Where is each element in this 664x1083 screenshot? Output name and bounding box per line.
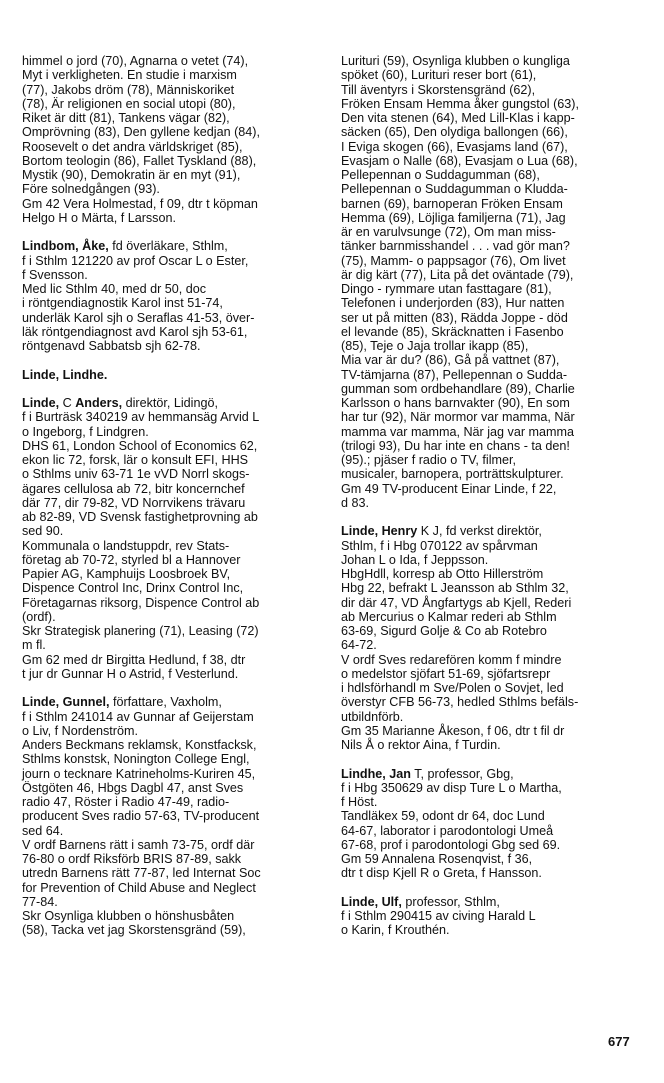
line-text: barnen (69), barnoperan Fröken Ensam [341, 196, 563, 211]
line-text: Mystik (90), Demokratin är en myt (91), [22, 168, 241, 182]
line-text: Kommunala o landstuppdr, rev Stats- [22, 538, 230, 553]
text-line [22, 695, 318, 709]
line-text: 64-67, laborator i parodontologi Umeå [341, 823, 554, 838]
line-text: Skr Osynliga klubben o hönshusbåten [22, 909, 235, 923]
line-text: utredn Barnens rätt 77-87, led Internat Soc [22, 866, 261, 881]
line-text: el levande (85), Skräcknatten i Fasenbo [341, 324, 564, 339]
text-line [341, 767, 641, 781]
line-text: har tur (92), När mormor var mamma, När [341, 410, 575, 425]
text-line [22, 496, 318, 510]
line-text: ser ut på mitten (83), Rädda Joppe - död [341, 310, 568, 325]
line-text: K J, fd verkst direktör, [417, 524, 542, 539]
entry-linde-ulf [341, 895, 641, 938]
text-line [341, 396, 641, 410]
line-text: Gm 35 Marianne Åkeson, f 06, dtr t fil dr [341, 723, 565, 738]
text-line [341, 482, 641, 496]
entry-spacer [341, 510, 641, 524]
text-line [22, 539, 318, 553]
line-text: underläk Karol sjh o Seraflas 41-53, över- [22, 310, 255, 325]
headword: Linde, [22, 396, 60, 410]
line-text: sed 64. [22, 823, 64, 838]
line-text: m fl. [22, 638, 46, 653]
headword: Lindbom, Åke, [22, 239, 109, 254]
text-line [22, 410, 318, 424]
line-text: dtr t disp Kjell R o Greta, f Hansson. [341, 866, 542, 881]
text-line [341, 866, 641, 880]
text-line [22, 852, 318, 866]
headword-given-name: Anders, [75, 396, 123, 410]
line-text: sed 90. [22, 524, 64, 539]
line-text: o Liv, f Nordenström. [22, 723, 138, 738]
text-line [22, 767, 318, 781]
text-line [341, 710, 641, 724]
line-text: Sthlms konstsk, Nonington College Engl, [22, 752, 250, 767]
text-line [341, 496, 641, 510]
entry-lindhe-jan [341, 767, 641, 881]
text-line [341, 781, 641, 795]
left-column [22, 54, 318, 938]
line-text: t jur dr Gunnar H o Astrid, f Vesterlund. [22, 666, 239, 681]
line-text: Pellepennan o Suddagumman (68), [341, 168, 540, 182]
line-text: o Karin, f Krouthén. [341, 923, 450, 938]
line-text: Helgo H o Märta, f Larsson. [22, 210, 176, 225]
text-line [341, 524, 641, 538]
text-line [341, 567, 641, 581]
text-line [341, 282, 641, 296]
text-line [341, 439, 641, 453]
line-text: professor, Sthlm, [401, 894, 500, 909]
text-line [22, 168, 318, 182]
text-line [22, 838, 318, 852]
text-line [341, 125, 641, 139]
line-text: I Eviga skogen (66), Evasjams land (67), [341, 139, 568, 154]
line-text: Evasjam o Nalle (68), Evasjam o Lua (68), [341, 153, 578, 168]
line-text: Bortom teologin (86), Fallet Tyskland (88), [22, 153, 257, 168]
line-text: Johan L o Ida, f Jeppsson. [341, 552, 489, 567]
text-line [22, 752, 318, 766]
entry-spacer [341, 752, 641, 766]
line-text: tänker barnmisshandel . . . vad gör man? [341, 239, 570, 254]
entry-linde-lindhe-heading [22, 368, 318, 382]
line-text: ab 82-89, VD Svensk fastighetprovning ab [22, 510, 258, 524]
line-text: f i Sthlm 121220 av prof Oscar L o Ester, [22, 253, 249, 268]
text-line [341, 581, 641, 595]
headword: Linde, Henry [341, 524, 418, 539]
line-text: f Höst. [341, 795, 378, 809]
line-text: radio 47, Röster i Radio 47-49, radio- [22, 795, 230, 809]
line-text: Mia var är du? (86), Gå på vattnet (87), [341, 353, 560, 368]
text-line [22, 125, 318, 139]
text-line [341, 795, 641, 809]
line-text: f i Hbg 350629 av disp Ture L o Martha, [341, 780, 562, 795]
line-text: läk röntgendiagnost avd Karol sjh 53-61, [22, 324, 248, 339]
headword: Linde, Gunnel, [22, 695, 110, 710]
line-text: gumman som ordbehandlare (89), Charlie [341, 381, 575, 396]
text-line [341, 325, 641, 339]
line-text: ägares cellulosa ab 72, bitr koncernchef [22, 481, 245, 496]
text-line [341, 225, 641, 239]
line-text: HbgHdll, korresp ab Otto Hillerström [341, 567, 544, 581]
text-line [341, 695, 641, 709]
text-line [22, 553, 318, 567]
text-line [341, 909, 641, 923]
text-line [22, 809, 318, 823]
line-text: i hdlsförhandl m Sve/Polen o Sovjet, led [341, 681, 564, 695]
text-line [22, 667, 318, 681]
line-text: 63-69, Sigurd Golje & Co ab Rotebro [341, 624, 547, 638]
text-line [22, 396, 318, 410]
line-text: mamma var mamma, När jag var mamma [341, 424, 575, 439]
line-text: o Sthlms univ 63-71 1e vVD Norrl skogs- [22, 467, 250, 482]
text-line [22, 311, 318, 325]
line-text: Papier AG, Kamphuijs Loosbroek BV, [22, 567, 231, 581]
line-text: musicaler, barnopera, porträttskulpturer. [341, 467, 564, 482]
text-line [341, 852, 641, 866]
line-text: Till äventyrs i Skorstensgränd (62), [341, 82, 536, 97]
line-text: Hemma (69), Löjliga familjerna (71), Jag [341, 210, 566, 225]
text-line [22, 197, 318, 211]
line-text: säcken (65), Den olydiga ballongen (66), [341, 125, 568, 140]
line-text: f i Sthlm 290415 av civing Harald L [341, 909, 536, 923]
line-text: Tandläkex 59, odont dr 64, doc Lund [341, 809, 545, 824]
text-line [341, 296, 641, 310]
text-line [22, 425, 318, 439]
text-line [22, 111, 318, 125]
text-line [22, 467, 318, 481]
text-line [341, 895, 641, 909]
line-text: TV-tämjarna (87), Pellepennan o Sudda- [341, 367, 568, 382]
text-line [22, 97, 318, 111]
line-text: Anders Beckmans reklamsk, Konstfacksk, [22, 738, 257, 752]
text-line [22, 795, 318, 809]
text-line [22, 282, 318, 296]
text-line [22, 781, 318, 795]
text-line [22, 325, 318, 339]
line-text: Skr Strategisk planering (71), Leasing (72) [22, 624, 259, 638]
line-text: överstyr CFB 56-73, hedled Sthlms befäls- [341, 695, 579, 710]
text-line [22, 710, 318, 724]
entry-spacer [341, 881, 641, 895]
text-line [22, 211, 318, 225]
line-text: företag ab 70-72, styrled bl a Hannover [22, 552, 241, 567]
line-text: i röntgendiagnostik Karol inst 51-74, [22, 296, 223, 311]
text-line [341, 368, 641, 382]
headword: Linde, Ulf, [341, 894, 402, 909]
text-line [341, 453, 641, 467]
text-line [341, 268, 641, 282]
line-text: Karlsson o hans barnvakter (90), En som [341, 396, 570, 410]
line-text: Gm 42 Vera Holmestad, f 09, dtr t köpman [22, 196, 258, 211]
entry-linde-henry [341, 524, 641, 752]
text-line [341, 624, 641, 638]
line-text: ekon lic 72, forsk, lär o konsult EFI, HHS [22, 453, 249, 467]
text-line [22, 581, 318, 595]
line-text: o medelstor sjöfart 51-69, sjöfartsrepr [341, 666, 551, 681]
right-column [341, 54, 641, 938]
text-line [341, 681, 641, 695]
line-text: Sthlm, f i Hbg 070122 av spårvman [341, 538, 538, 553]
line-text: Pellepennan o Suddagumman o Kludda- [341, 182, 568, 197]
line-text: producent Sves radio 57-63, TV-producent [22, 809, 260, 824]
text-line [341, 111, 641, 125]
text-line [341, 610, 641, 624]
text-line [22, 653, 318, 667]
line-text: ab Mercurius o Kalmar rederi ab Sthlm [341, 609, 557, 624]
text-line [22, 182, 318, 196]
line-text: f i Sthlm 241014 av Gunnar af Geijerstam [22, 709, 254, 724]
line-text: f Svensson. [22, 267, 88, 282]
entry-continued [22, 54, 318, 225]
line-text: DHS 61, London School of Economics 62, [22, 438, 258, 453]
text-line [22, 68, 318, 82]
text-line [22, 254, 318, 268]
line-text: Gm 59 Annalena Rosenqvist, f 36, [341, 852, 533, 866]
text-line [22, 567, 318, 581]
text-line [341, 539, 641, 553]
text-line [341, 311, 641, 325]
text-line [22, 738, 318, 752]
text-line [22, 866, 318, 880]
text-line [22, 510, 318, 524]
line-text: (58), Tacka vet jag Skorstensgränd (59), [22, 923, 246, 938]
line-text: Riket är ditt (81), Tankens vägar (82), [22, 111, 230, 125]
headword: Lindhe, Jan [341, 766, 411, 781]
line-text: journ o tecknare Katrineholms-Kuriren 45, [22, 766, 256, 781]
text-line [341, 239, 641, 253]
line-text: Med lic Sthlm 40, med dr 50, doc [22, 282, 207, 296]
text-line [341, 339, 641, 353]
line-text: (77), Jakobs dröm (78), Människoriket [22, 82, 235, 97]
line-text: dir där 47, VD Ångfartygs ab Kjell, Rederi [341, 595, 572, 610]
text-line [22, 610, 318, 624]
entry-spacer [22, 681, 318, 695]
page-number: 677 [608, 1034, 630, 1049]
text-line [341, 168, 641, 182]
entry-lindbom-ake [22, 239, 318, 353]
text-line [341, 254, 641, 268]
line-text: Dispence Control Inc, Drinx Control Inc, [22, 581, 244, 596]
line-text: (ordf). [22, 609, 56, 624]
text-line [22, 339, 318, 353]
text-line [22, 296, 318, 310]
text-line [341, 667, 641, 681]
line-text: Myt i verkligheten. En studie i marxism [22, 68, 237, 83]
line-text: Omprövning (83), Den gyllene kedjan (84), [22, 125, 261, 140]
line-text: 64-72. [341, 638, 377, 653]
text-line [341, 154, 641, 168]
line-text: Före solnedgången (93). [22, 182, 160, 197]
line-text: Gm 62 med dr Birgitta Hedlund, f 38, dtr [22, 652, 246, 667]
line-text: Hbg 22, befrakt L Jeansson ab Sthlm 32, [341, 581, 569, 596]
text-line [22, 140, 318, 154]
line-text: Telefonen i underjorden (83), Hur natten [341, 296, 565, 311]
text-line [341, 596, 641, 610]
line-text: for Prevention of Child Abuse and Neglect [22, 880, 256, 895]
line-text: Fröken Ensam Hemma åker gungstol (63), [341, 96, 579, 111]
text-line [22, 881, 318, 895]
text-line [22, 638, 318, 652]
line-text: 77-84. [22, 894, 58, 909]
entry-linde-anders [22, 396, 318, 681]
line-text: fd överläkare, Sthlm, [108, 239, 228, 254]
line-text: (75), Mamm- o pappsagor (76), Om livet [341, 253, 566, 268]
text-line [341, 140, 641, 154]
text-line [22, 524, 318, 538]
line-text: Dingo - rymmare utan fasttagare (81), [341, 282, 552, 296]
entry-linde-gunnel-continued [341, 54, 641, 510]
line-text: författare, Vaxholm, [109, 695, 222, 710]
text-line [341, 211, 641, 225]
text-line [22, 624, 318, 638]
text-line [341, 54, 641, 68]
text-line [22, 824, 318, 838]
text-line [22, 154, 318, 168]
line-text: Företagarnas riksorg, Dispence Control ab [22, 595, 260, 610]
text-line [22, 482, 318, 496]
text-line [22, 268, 318, 282]
text-line [341, 838, 641, 852]
line-text: (85), Teje o Jaja trollar ikapp (85), [341, 339, 529, 353]
line-text: (78), Är religionen en social utopi (80), [22, 96, 236, 111]
text-line [341, 638, 641, 652]
entry-spacer [22, 225, 318, 239]
text-line [341, 738, 641, 752]
text-line [22, 83, 318, 97]
text-line [22, 895, 318, 909]
line-text: T, professor, Gbg, [410, 766, 514, 781]
line-text: spöket (60), Lurituri reser bort (61), [341, 68, 537, 83]
text-line [341, 68, 641, 82]
text-line [341, 97, 641, 111]
line-text: Nils Å o rektor Aina, f Turdin. [341, 738, 501, 752]
line-text: himmel o jord (70), Agnarna o vetet (74), [22, 54, 249, 68]
line-text: Östgöten 46, Hbgs Dagbl 47, anst Sves [22, 780, 244, 795]
text-line [341, 182, 641, 196]
text-line [22, 239, 318, 253]
line-text: 76-80 o ordf Riksförb BRIS 87-89, sakk [22, 852, 242, 866]
line-text: o Ingeborg, f Lindgren. [22, 424, 149, 439]
text-line [22, 909, 318, 923]
text-line [341, 824, 641, 838]
line-text: V ordf Sves redarefören komm f mindre [341, 652, 562, 667]
text-line [22, 923, 318, 937]
line-text: 67-68, prof i parodontologi Gbg sed 69. [341, 837, 561, 852]
text-line [22, 368, 318, 382]
text-line [22, 596, 318, 610]
line-text: Den vita stenen (64), Med Lill-Klas i kapp- [341, 111, 575, 125]
line-text: där 77, dir 79-82, VD Norrvikens trävaru [22, 495, 246, 510]
text-line [341, 553, 641, 567]
entry-spacer [22, 382, 318, 396]
text-line [341, 653, 641, 667]
text-line [341, 724, 641, 738]
line-text: (95).; pjäser f radio o TV, filmer, [341, 453, 516, 467]
line-text: Gm 49 TV-producent Einar Linde, f 22, [341, 481, 557, 496]
line-text: Lurituri (59), Osynliga klubben o kungliga [341, 54, 570, 68]
text-line [22, 54, 318, 68]
entry-spacer [22, 353, 318, 367]
entry-linde-gunnel [22, 695, 318, 937]
line-text: direktör, Lidingö, [122, 396, 218, 410]
line-text: V ordf Barnens rätt i samh 73-75, ordf där [22, 837, 255, 852]
line-text: är en varulvsunge (72), Om man miss- [341, 225, 556, 239]
headword: Linde, Lindhe. [22, 367, 108, 382]
line-text: f i Burträsk 340219 av hemmansäg Arvid L [22, 410, 260, 425]
line-text: utbildnförb. [341, 709, 404, 724]
line-text: d 83. [341, 495, 370, 510]
line-text: är dig kärt (77), Lita på det oväntade (79), [341, 267, 574, 282]
text-line [341, 809, 641, 823]
text-line [341, 353, 641, 367]
text-line [341, 425, 641, 439]
text-line [341, 467, 641, 481]
line-text: röntgenavd Sabbatsb sjh 62-78. [22, 339, 201, 353]
text-line [341, 197, 641, 211]
line-text: Roosevelt o det andra världskriget (85), [22, 139, 243, 154]
text-line [22, 439, 318, 453]
text-line [341, 83, 641, 97]
line-text: C [59, 396, 76, 410]
text-line [341, 382, 641, 396]
text-line [341, 410, 641, 424]
text-line [341, 923, 641, 937]
line-text: (trilogi 93), Du har inte en chans - ta den! [341, 438, 570, 453]
text-line [22, 453, 318, 467]
text-line [22, 724, 318, 738]
